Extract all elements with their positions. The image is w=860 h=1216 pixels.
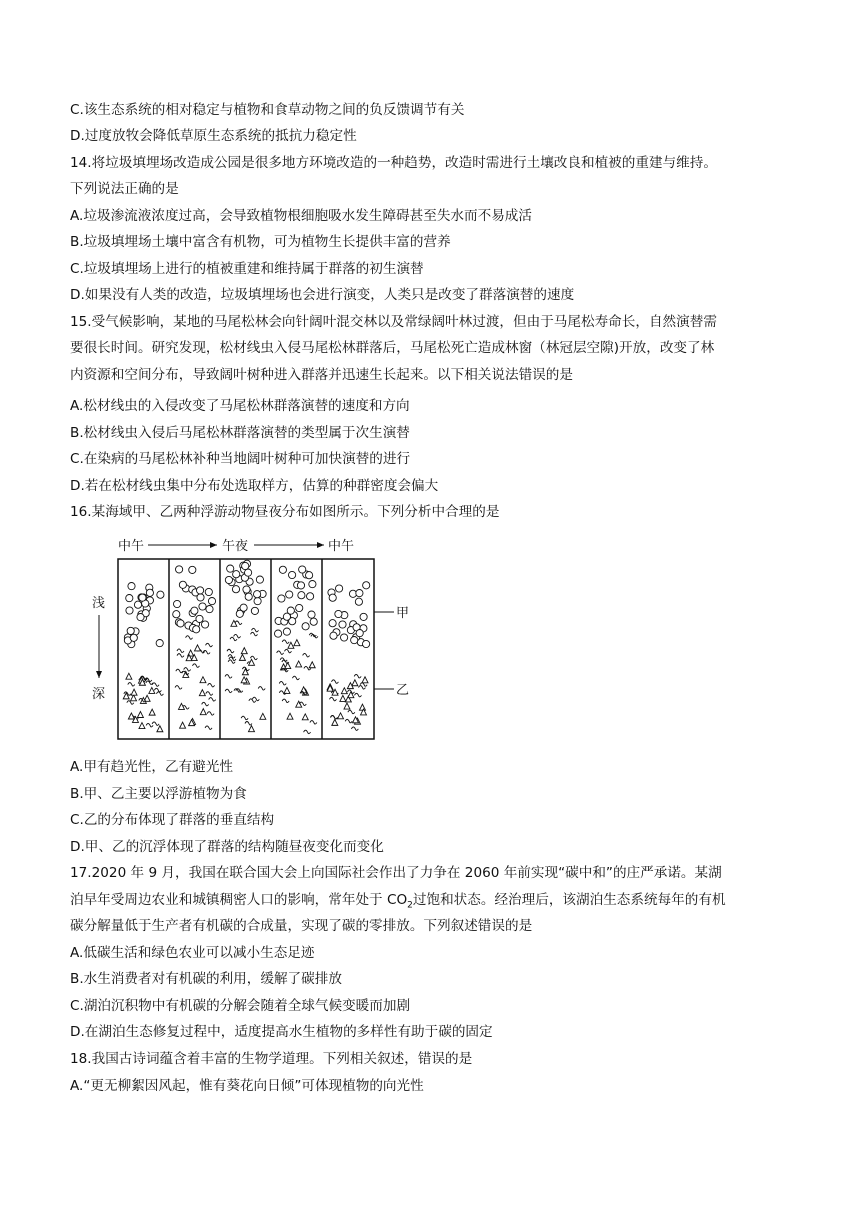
species-yi-mark (287, 713, 293, 719)
species-jia-mark (127, 627, 134, 634)
q15-option-b: B.松材线虫入侵后马尾松林群落演替的类型属于次生演替 (70, 425, 410, 441)
q17-option-b: B.水生消费者对有机碳的利用，缓解了碳排放 (70, 971, 342, 987)
q14-stem-line-2: 下列说法正确的是 (70, 181, 179, 197)
q16-stem: 16.某海域甲、乙两种浮游动物昼夜分布如图所示。下列分析中合理的是 (70, 504, 500, 520)
depth-label-shallow: 浅 (92, 596, 106, 611)
species-yi-mark (362, 677, 368, 683)
species-jia-mark (126, 595, 133, 602)
species-yi-mark (206, 643, 213, 647)
species-yi-mark (310, 721, 317, 725)
species-yi-mark (192, 664, 199, 668)
species-jia-mark (299, 566, 306, 573)
species-jia-mark (205, 588, 212, 595)
species-jia-mark (278, 595, 285, 602)
species-yi-mark (258, 687, 265, 691)
q18-option-a: A.“更无柳絮因风起，惟有葵花向日倾”可体现植物的向光性 (70, 1078, 424, 1094)
species-yi-mark (131, 695, 137, 701)
species-yi-mark (250, 632, 257, 636)
q14-option-d: D.如果没有人类的改造，垃圾填埋场也会进行演变，人类只是改变了群落演替的速度 (70, 287, 575, 303)
species-jia-mark (236, 610, 243, 617)
q15-stem-line-2: 要很长时间。研究发现，松材线虫入侵马尾松林群落后，马尾松死亡造成林窗（林冠层空隙)开放，改变了林 (70, 340, 715, 356)
species-jia-mark (245, 569, 252, 576)
species-yi-mark (207, 712, 214, 716)
species-jia-mark (360, 613, 367, 620)
species-yi-mark (277, 651, 284, 655)
species-jia-mark (330, 632, 337, 639)
species-yi-mark (200, 677, 206, 683)
time-label-noon-2: 中午 (328, 539, 355, 554)
time-label-midnight: 午夜 (222, 539, 249, 554)
species-yi-mark (152, 722, 159, 726)
species-yi-mark (309, 633, 316, 637)
species-yi-mark (202, 702, 209, 706)
species-jia-mark (130, 634, 137, 641)
species-yi-mark (296, 661, 302, 667)
species-jia-mark (137, 614, 144, 621)
species-jia-mark (298, 592, 305, 599)
co2-subscript: 2 (407, 900, 413, 911)
species-yi-mark (338, 713, 344, 719)
species-jia-mark (126, 607, 133, 614)
species-jia-mark (329, 594, 336, 601)
species-yi-mark (225, 689, 232, 693)
q15-option-c: C.在染病的马尾松林补种当地阔叶树种可加快演替的进行 (70, 451, 411, 467)
species-yi-mark (242, 669, 248, 675)
q17-stem-line-2 (70, 891, 726, 909)
species-jia-mark (196, 615, 203, 622)
species-yi-mark (304, 730, 311, 734)
species-jia-mark (289, 571, 296, 578)
species-jia-mark (256, 576, 263, 583)
species-jia-mark (242, 562, 249, 569)
q16-option-a: A.甲有趋光性，乙有避光性 (70, 759, 233, 775)
species-label-jia: 甲 (396, 606, 410, 621)
species-jia-mark (208, 598, 215, 605)
q14-option-a: A.垃圾渗流液浓度过高，会导致植物根细胞吸水发生障碍甚至失水而不易成活 (70, 208, 532, 224)
species-yi-mark (302, 714, 308, 720)
species-yi-mark (200, 709, 206, 715)
species-yi-mark (239, 654, 245, 660)
species-yi-mark (154, 688, 161, 692)
species-yi-mark (249, 699, 256, 703)
species-jia-mark (189, 566, 196, 573)
species-yi-mark (311, 634, 318, 638)
species-yi-mark (156, 692, 163, 696)
species-jia-mark (283, 613, 290, 620)
species-jia-mark (363, 640, 370, 647)
species-yi-mark (175, 686, 182, 690)
species-yi-mark (348, 692, 354, 698)
species-jia-mark (197, 587, 204, 594)
species-jia-mark (197, 594, 204, 601)
species-yi-mark (309, 662, 315, 668)
q17-option-a: A.低碳生活和绿色农业可以减小生态足迹 (70, 945, 315, 961)
species-jia-mark (355, 598, 362, 605)
species-yi-mark (194, 645, 200, 651)
species-jia-mark (199, 603, 206, 610)
q17-stem-line-3: 碳分解量低于生产者有机碳的合成量，实现了碳的零排放。下列叙述错误的是 (70, 918, 533, 934)
species-yi-mark (351, 727, 358, 731)
species-jia-mark (251, 607, 258, 614)
species-yi-mark (354, 693, 361, 697)
q17-option-d: D.在湖泊生态修复过程中，适度提高水生植物的多样性有助于碳的固定 (70, 1024, 493, 1040)
species-jia-mark (245, 593, 252, 600)
species-jia-mark (286, 591, 293, 598)
species-jia-mark (308, 611, 315, 618)
species-jia-mark (302, 623, 309, 630)
species-jia-mark (225, 576, 232, 583)
q15-option-a: A.松材线虫的入侵改变了马尾松林群落演替的速度和方向 (70, 398, 410, 414)
species-jia-mark (193, 626, 200, 633)
species-jia-mark (206, 606, 213, 613)
species-yi-mark (352, 680, 358, 686)
species-jia-mark (329, 620, 336, 627)
species-yi-mark (137, 711, 143, 717)
species-yi-mark (340, 695, 346, 701)
species-yi-mark (126, 673, 132, 679)
species-yi-mark (157, 726, 163, 732)
q13-option-d: D.过度放牧会降低草原生态系统的抵抗力稳定性 (70, 128, 357, 144)
species-jia-mark (296, 604, 303, 611)
species-jia-mark (310, 618, 317, 625)
species-yi-mark (146, 723, 153, 727)
q14-stem-line-1: 14.将垃圾填埋场改造成公园是很多地方环境改造的一种趋势，改造时需进行土壤改良和植被的重建与维持。 (70, 155, 717, 171)
species-yi-mark (227, 649, 234, 653)
species-jia-mark (177, 620, 184, 627)
species-jia-mark (341, 634, 348, 641)
species-jia-mark (336, 585, 343, 592)
species-yi-mark (149, 687, 155, 693)
species-jia-mark (176, 566, 183, 573)
species-yi-mark (177, 649, 184, 653)
species-yi-mark (284, 687, 290, 693)
q16-option-c: C.乙的分布体现了群落的垂直结构 (70, 812, 275, 828)
species-yi-mark (282, 699, 289, 703)
species-jia-mark (139, 594, 146, 601)
species-yi-mark (139, 723, 145, 729)
species-jia-mark (254, 591, 261, 598)
species-yi-mark (176, 669, 183, 673)
species-yi-mark (241, 648, 247, 654)
species-yi-mark (332, 719, 338, 725)
species-jia-mark (356, 630, 363, 637)
species-jia-mark (156, 640, 163, 647)
q17-stem-line-1: 17.2020 年 9 月，我国在联合国大会上向国际社会作出了力争在 2060 年前实现“碳中和”的庄严承诺。某湖 (70, 865, 722, 881)
species-yi-mark (260, 713, 266, 719)
q18-stem: 18.我国古诗词蕴含着丰富的生物学道理。下列相关叙述，错误的是 (70, 1051, 473, 1067)
species-jia-mark (363, 582, 370, 589)
species-yi-mark (294, 640, 300, 646)
species-jia-mark (174, 600, 181, 607)
species-jia-mark (275, 630, 282, 637)
species-yi-mark (279, 681, 286, 685)
species-yi-mark (209, 698, 216, 702)
species-yi-mark (284, 649, 291, 653)
q17-stem-line-2-post: 过饱和状态。经治理后，该湖泊生态系统每年的有机 (412, 892, 726, 908)
species-jia-mark (335, 610, 342, 617)
species-jia-mark (254, 598, 261, 605)
species-yi-mark (345, 719, 352, 723)
species-yi-mark (241, 716, 248, 720)
species-yi-mark (251, 628, 258, 632)
species-yi-mark (341, 688, 347, 694)
species-yi-mark (282, 640, 289, 644)
species-jia-mark (202, 621, 209, 628)
species-yi-mark (292, 676, 299, 680)
species-jia-mark (306, 572, 313, 579)
species-yi-mark (152, 683, 159, 687)
species-yi-mark (348, 710, 355, 714)
species-yi-mark (288, 642, 294, 648)
species-yi-mark (177, 654, 184, 658)
species-jia-mark (243, 586, 250, 593)
species-yi-mark (178, 703, 184, 709)
species-yi-mark (128, 683, 135, 687)
species-yi-mark (331, 680, 338, 684)
species-jia-mark (134, 601, 141, 608)
plankton-distribution-figure (82, 535, 412, 751)
species-jia-mark (356, 590, 363, 597)
species-yi-mark (149, 709, 155, 715)
species-yi-mark (344, 703, 350, 709)
species-yi-mark (184, 668, 191, 672)
species-jia-mark (128, 583, 135, 590)
species-yi-mark (180, 722, 186, 728)
species-yi-mark (230, 637, 237, 641)
species-yi-mark (248, 726, 254, 732)
species-yi-mark (131, 689, 137, 695)
q15-option-d: D.若在松材线虫集中分布处选取样方，估算的种群密度会偏大 (70, 478, 439, 494)
organism-marks (123, 560, 370, 733)
species-jia-mark (232, 586, 239, 593)
q15-stem-line-1: 15.受气候影响，某地的马尾松林会向针阔叶混交林以及常绿阔叶林过渡，但由于马尾松寿命长，自然演替需 (70, 314, 717, 330)
depth-label-deep: 深 (92, 687, 106, 702)
species-yi-mark (329, 697, 336, 701)
species-yi-mark (206, 692, 213, 696)
q13-option-c: C.该生态系统的相对稳定与植物和食草动物之间的负反馈调节有关 (70, 102, 465, 118)
q16-option-b: B.甲、乙主要以浮游植物为食 (70, 786, 247, 802)
species-jia-mark (227, 565, 234, 572)
q15-stem-line-3: 内资源和空间分布，导致阔叶树种进入群落并迅速生长起来。以下相关说法错误的是 (70, 367, 573, 383)
species-yi-mark (186, 636, 193, 640)
species-yi-mark (234, 634, 241, 638)
species-yi-mark (245, 722, 252, 726)
species-jia-mark (173, 611, 180, 618)
q14-option-b: B.垃圾填埋场土壤中富含有机物，可为植物生长提供丰富的营养 (70, 234, 451, 250)
species-yi-mark (331, 715, 338, 719)
species-jia-mark (191, 607, 198, 614)
species-jia-mark (279, 566, 286, 573)
species-jia-mark (307, 593, 314, 600)
q16-option-d: D.甲、乙的沉浮体现了群落的结构随昼夜变化而变化 (70, 839, 384, 855)
species-yi-mark (205, 726, 212, 730)
species-jia-mark (157, 591, 164, 598)
species-yi-mark (359, 704, 365, 710)
species-label-yi: 乙 (396, 683, 410, 698)
species-jia-mark (146, 589, 153, 596)
species-jia-mark (297, 582, 304, 589)
species-yi-mark (199, 690, 205, 696)
species-yi-mark (354, 674, 361, 678)
species-yi-mark (225, 675, 232, 679)
species-jia-mark (179, 581, 186, 588)
species-jia-mark (283, 628, 290, 635)
species-jia-mark (309, 581, 316, 588)
species-jia-mark (351, 637, 358, 644)
q17-option-c: C.湖泊沉积物中有机碳的分解会随着全球气候变暖而加剧 (70, 998, 411, 1014)
species-jia-mark (233, 571, 240, 578)
q14-option-c: C.垃圾填埋场上进行的植被重建和维持属于群落的初生演替 (70, 261, 424, 277)
species-yi-mark (252, 697, 259, 701)
species-jia-mark (339, 621, 346, 628)
time-label-noon-1: 中午 (118, 539, 145, 554)
species-yi-mark (208, 683, 215, 687)
q17-stem-line-2-pre: 泊早年受周边农业和城镇稠密人口的影响，常年处于 CO (70, 892, 408, 908)
species-yi-mark (303, 653, 310, 657)
